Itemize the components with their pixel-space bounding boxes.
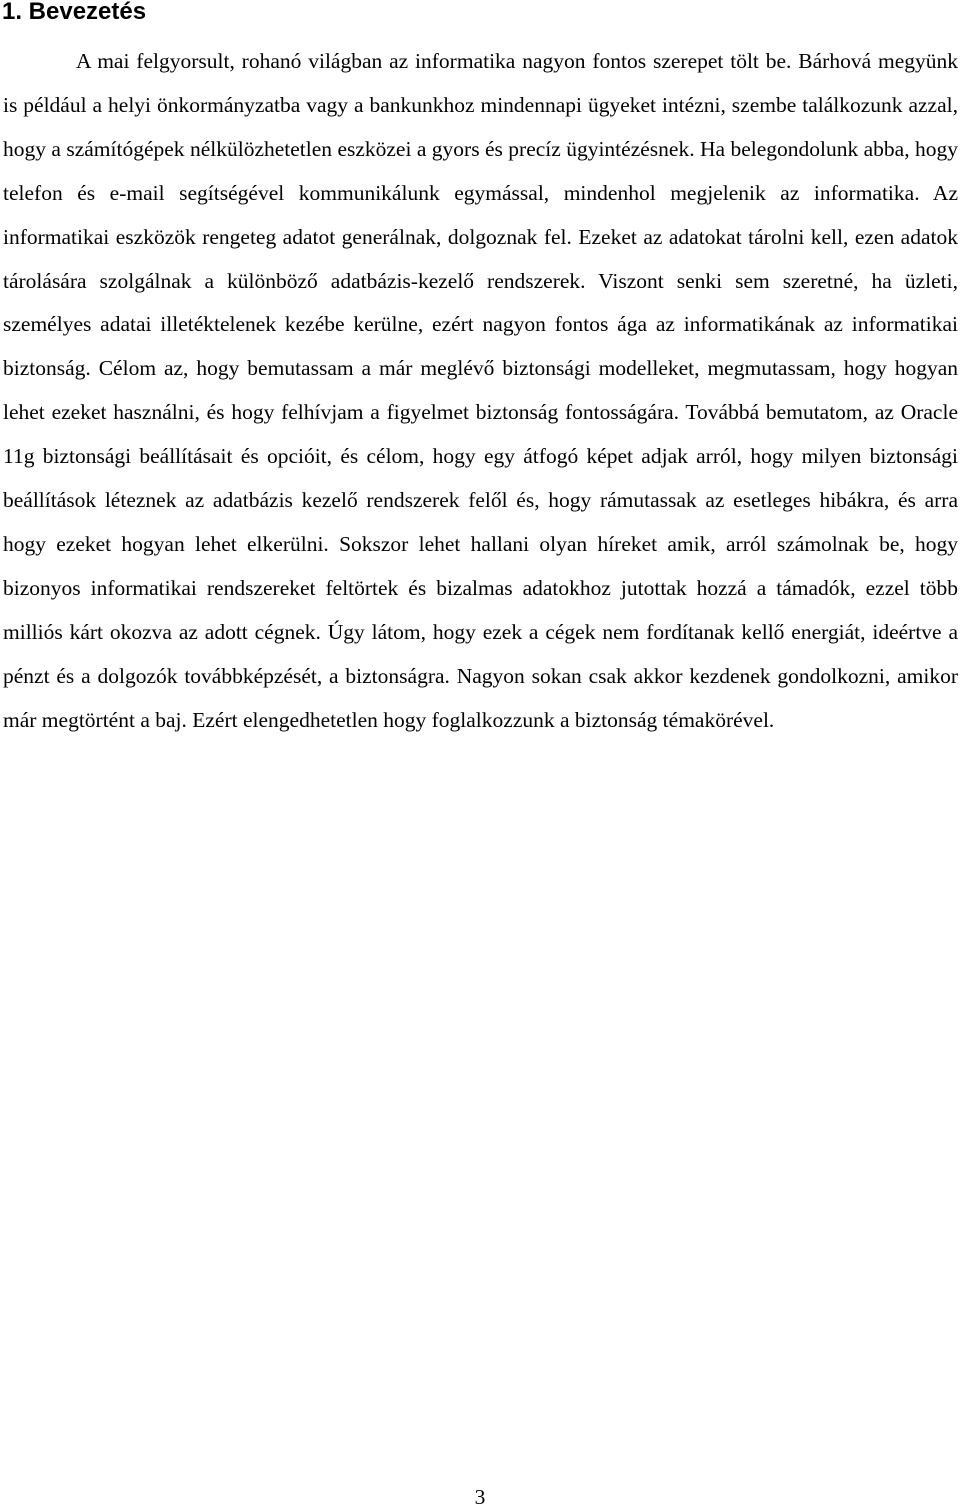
section-heading: 1. Bevezetés [2,0,147,25]
page-number: 3 [474,1485,486,1509]
body-paragraph: A mai felgyorsult, rohanó világban az informatika nagyon fontos szerepet tölt be. Bárhová megyünk is például a helyi önkormányzatba vagy a bankunkhoz mindennapi ügyeket intézni, szembe találkozunk azzal, hogy a számítógépek nélkülözhetetlen eszközei a gyors és precíz ügyintézésnek. Ha belegondolunk abba, hogy telefon és e-mail segítségével kommunikálunk egymással, mindenhol megjelenik az informatika. Az informatikai eszközök rengeteg adatot generálnak, dolgoznak fel. Ezeket az adatokat tárolni kell, ezen adatok tárolására szolgálnak a különböző adatbázis-kezelő rendszerek. Viszont senki sem szeretné, ha üzleti, személyes adatai illetéktelenek kezébe kerülne, ezért nagyon fontos ága az informatikának az informatikai biztonság. Célom az, hogy bemutassam a már meglévő biztonsági modelleket, megmutassam, hogy hogyan lehet ezeket használni, és hogy felhívjam a figyelmet biztonság fontosságára. Továbbá bemutatom, az Oracle 11g biztonsági beállításait és opcióit, és célom, hogy egy átfogó képet adjak arról, hogy milyen biztonsági beállítások léteznek az adatbázis kezelő rendszerek felől és, hogy rámutassak az esetleges hibákra, és arra hogy ezeket hogyan lehet elkerülni. Sokszor lehet hallani olyan híreket amik, arról számolnak be, hogy bizonyos informatikai rendszereket feltörtek és bizalmas adatokhoz jutottak hozzá a támadók, ezzel több milliós kárt okozva az adott cégnek. Úgy látom, hogy ezek a cégek nem fordítanak kellő energiát, ideértve a pénzt és a dolgozók továbbképzését, a biztonságra. Nagyon sokan csak akkor kezdenek gondolkozni, amikor már megtörtént a baj. Ezért elengedhetetlen hogy foglalkozzunk a biztonság témakörével. [3,49,958,732]
